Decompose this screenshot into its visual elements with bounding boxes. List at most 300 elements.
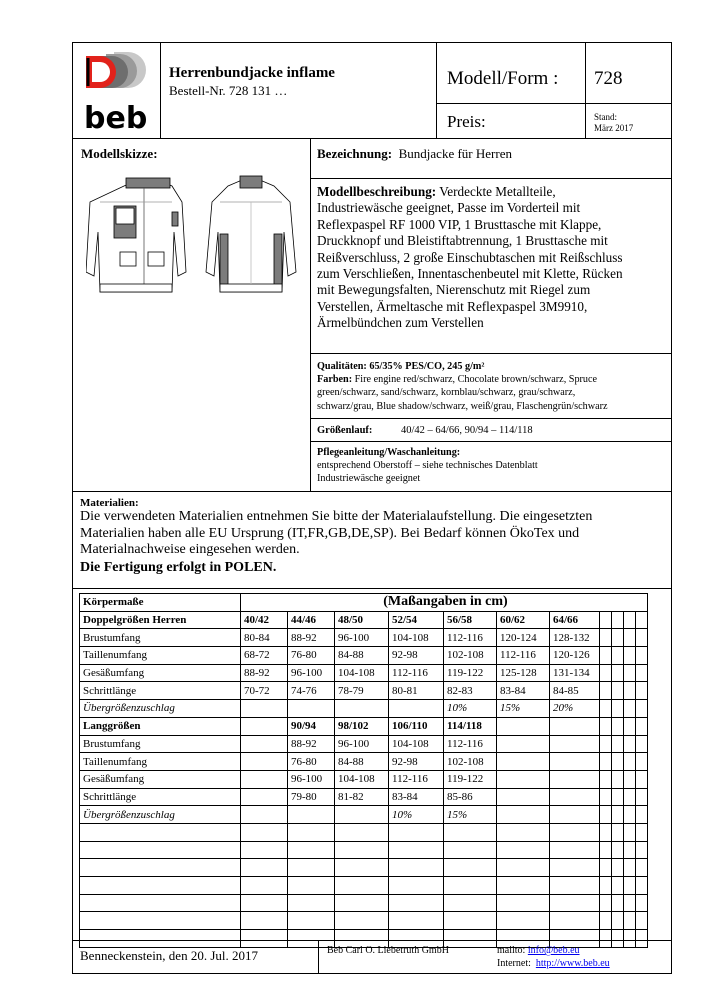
row-label: Brustumfang <box>80 735 241 753</box>
table-row <box>80 770 648 788</box>
table-cell <box>550 877 600 895</box>
care-line: Industriewäsche geeignet <box>317 473 421 484</box>
table-cell <box>497 753 550 771</box>
table-cell: 88-92 <box>241 664 288 682</box>
table-cell-empty <box>636 930 648 948</box>
table-cell <box>550 859 600 877</box>
table-cell-empty <box>600 912 612 930</box>
company-logo <box>80 48 156 132</box>
table-cell <box>335 823 389 841</box>
table-cell-empty <box>612 770 624 788</box>
description-line: Ärmelbündchen zum Verstellen <box>317 315 484 331</box>
table-cell: 96-100 <box>288 664 335 682</box>
designation <box>317 146 512 162</box>
table-cell <box>497 859 550 877</box>
stand-label: Stand: <box>594 112 618 122</box>
table-cell <box>288 894 335 912</box>
table-cell <box>335 894 389 912</box>
table-cell-empty <box>636 664 648 682</box>
table-cell: 80-81 <box>389 682 444 700</box>
table-cell <box>550 788 600 806</box>
divider <box>72 138 672 139</box>
table-cell: 112-116 <box>389 664 444 682</box>
table-cell <box>241 912 288 930</box>
size-run-label: Größenlauf: <box>317 425 373 436</box>
table-cell <box>389 841 444 859</box>
table-row <box>80 823 648 841</box>
mail-line <box>497 945 580 956</box>
table-cell <box>241 806 288 824</box>
table-cell-empty <box>624 912 636 930</box>
table-cell: 84-88 <box>335 753 389 771</box>
table-cell <box>335 806 389 824</box>
table-cell-empty <box>624 770 636 788</box>
row-label <box>80 930 241 948</box>
table-cell-empty <box>624 700 636 718</box>
description-line: Industriewäsche geeignet, Passe im Vorderteil mit <box>317 200 581 216</box>
table-cell <box>389 700 444 718</box>
row-label: Gesäßumfang <box>80 664 241 682</box>
table-cell <box>550 823 600 841</box>
table-cell: 10% <box>389 806 444 824</box>
table-cell <box>288 841 335 859</box>
table-cell-empty <box>612 700 624 718</box>
table-cell <box>550 735 600 753</box>
website-link[interactable]: http://www.beb.eu <box>535 958 610 969</box>
table-cell: 68-72 <box>241 647 288 665</box>
table-cell-empty <box>612 806 624 824</box>
divider <box>310 418 672 419</box>
table-cell <box>497 717 550 735</box>
table-cell-empty <box>600 700 612 718</box>
table-row <box>80 700 648 718</box>
table-cell-empty <box>600 930 612 948</box>
divider <box>310 138 311 491</box>
model-description <box>317 184 669 332</box>
table-cell-empty <box>600 611 612 629</box>
table-row <box>80 664 648 682</box>
table-row <box>80 611 648 629</box>
table-cell: 81-82 <box>335 788 389 806</box>
table-cell <box>550 753 600 771</box>
divider <box>436 103 672 104</box>
product-title: Herrenbundjacke inflame <box>169 65 335 81</box>
table-title-right: (Maßangaben in cm) <box>241 594 648 612</box>
description-line: Druckknopf und Bleistiftabtrennung, 1 Brusttasche mit <box>317 233 608 249</box>
table-cell: 119-122 <box>444 770 497 788</box>
table-cell-empty <box>636 735 648 753</box>
table-cell: 88-92 <box>288 629 335 647</box>
table-cell <box>335 877 389 895</box>
table-cell <box>550 717 600 735</box>
table-cell <box>497 806 550 824</box>
table-cell: 112-116 <box>444 629 497 647</box>
table-cell <box>288 823 335 841</box>
description-line: Verstellen, Ärmeltasche mit Reflexpaspel 3M9910, <box>317 298 588 314</box>
table-row <box>80 682 648 700</box>
table-cell-empty <box>636 841 648 859</box>
table-cell: 82-83 <box>444 682 497 700</box>
table-cell-empty <box>624 930 636 948</box>
table-cell <box>444 877 497 895</box>
table-cell-empty <box>624 877 636 895</box>
table-cell: 119-122 <box>444 664 497 682</box>
table-cell-empty <box>600 841 612 859</box>
divider <box>72 491 672 492</box>
table-cell-empty <box>636 611 648 629</box>
table-cell: 80-84 <box>241 629 288 647</box>
table-cell-empty <box>624 717 636 735</box>
table-cell-empty <box>612 894 624 912</box>
table-cell-empty <box>600 788 612 806</box>
production-note: Die Fertigung erfolgt in POLEN. <box>80 559 277 575</box>
designation-label: Bezeichnung: <box>317 146 393 161</box>
table-cell-empty <box>600 753 612 771</box>
table-cell-empty <box>612 859 624 877</box>
divider <box>585 42 586 138</box>
table-cell <box>444 930 497 948</box>
table-title-row <box>80 594 648 612</box>
table-cell-empty <box>624 682 636 700</box>
table-cell <box>550 841 600 859</box>
table-row <box>80 788 648 806</box>
table-cell <box>497 823 550 841</box>
table-cell <box>444 859 497 877</box>
jacket-sketch <box>86 172 306 307</box>
table-cell: 76-80 <box>288 753 335 771</box>
table-row <box>80 841 648 859</box>
table-cell-empty <box>624 859 636 877</box>
materials-line: Materialien haben alle EU Ursprung (IT,FR,GB,DE,SP). Bei Bedarf können ÖkoTex und <box>80 525 580 541</box>
table-cell <box>288 877 335 895</box>
internet-label: Internet: <box>497 958 531 969</box>
table-cell: 20% <box>550 700 600 718</box>
table-cell <box>335 700 389 718</box>
table-cell-empty <box>636 877 648 895</box>
table-cell-empty <box>612 611 624 629</box>
table-cell-empty <box>600 823 612 841</box>
table-cell-empty <box>600 735 612 753</box>
table-cell <box>241 735 288 753</box>
table-cell: 48/50 <box>335 611 389 629</box>
web-line <box>497 958 610 969</box>
price-label: Preis: <box>447 112 486 131</box>
table-cell: 102-108 <box>444 753 497 771</box>
company-name: Beb Carl O. Liebetruth GmbH <box>327 945 449 956</box>
description-label: Modellbeschreibung: <box>317 184 437 199</box>
table-cell-empty <box>636 700 648 718</box>
table-cell: 85-86 <box>444 788 497 806</box>
table-cell: 131-134 <box>550 664 600 682</box>
care-line: entsprechend Oberstoff – siehe technisches Datenblatt <box>317 460 538 471</box>
description-line: mit Bewegungsfalten, Nierenschutz mit Riegel zum <box>317 282 591 298</box>
email-link[interactable]: info@beb.eu <box>527 945 580 956</box>
divider <box>310 353 672 354</box>
table-cell: 56/58 <box>444 611 497 629</box>
table-row <box>80 629 648 647</box>
table-cell-empty <box>636 629 648 647</box>
table-cell: 15% <box>497 700 550 718</box>
table-cell-empty <box>636 717 648 735</box>
row-label: Langgrößen <box>80 717 241 735</box>
table-cell-empty <box>636 682 648 700</box>
table-cell <box>241 717 288 735</box>
order-number: Bestell-Nr. 728 131 … <box>169 83 288 98</box>
table-cell: 76-80 <box>288 647 335 665</box>
description-line: zum Verschließen, Innentaschenbeutel mit Klette, Rücken <box>317 266 623 282</box>
table-cell: 96-100 <box>335 629 389 647</box>
row-label: Taillenumfang <box>80 647 241 665</box>
table-cell: 79-80 <box>288 788 335 806</box>
row-label: Brustumfang <box>80 629 241 647</box>
table-cell <box>288 700 335 718</box>
table-cell-empty <box>612 841 624 859</box>
size-run-value: 40/42 – 64/66, 90/94 – 114/118 <box>401 425 533 436</box>
description-line: Verdeckte Metallteile, <box>439 184 556 199</box>
table-cell <box>288 806 335 824</box>
table-cell <box>550 894 600 912</box>
table-cell: 112-116 <box>389 770 444 788</box>
colors-line: Fire engine red/schwarz, Chocolate brown/schwarz, Spruce <box>354 374 598 386</box>
table-row <box>80 647 648 665</box>
table-cell-empty <box>600 877 612 895</box>
table-cell: 112-116 <box>497 647 550 665</box>
table-cell: 90/94 <box>288 717 335 735</box>
table-cell <box>497 841 550 859</box>
table-row <box>80 877 648 895</box>
mailto-label: mailto: <box>497 945 526 956</box>
table-cell: 83-84 <box>497 682 550 700</box>
table-cell <box>444 894 497 912</box>
description-line: Reflexpaspel RF 1000 VIP, 1 Brusttasche mit Klappe, <box>317 216 602 232</box>
table-cell: 104-108 <box>389 629 444 647</box>
table-cell-empty <box>600 717 612 735</box>
table-cell-empty <box>600 682 612 700</box>
row-label <box>80 859 241 877</box>
row-label <box>80 823 241 841</box>
table-cell <box>335 912 389 930</box>
table-row <box>80 912 648 930</box>
table-cell <box>241 823 288 841</box>
colors-label: Farben: <box>317 374 353 386</box>
divider <box>310 178 672 179</box>
table-row <box>80 717 648 735</box>
table-cell: 52/54 <box>389 611 444 629</box>
table-cell-empty <box>600 894 612 912</box>
table-cell: 44/46 <box>288 611 335 629</box>
table-cell <box>241 930 288 948</box>
table-cell-empty <box>636 859 648 877</box>
row-label: Übergrößenzuschlag <box>80 700 241 718</box>
table-cell-empty <box>636 823 648 841</box>
table-cell: 106/110 <box>389 717 444 735</box>
table-cell-empty <box>636 647 648 665</box>
table-title-left: Körpermaße <box>80 594 241 612</box>
sketch-label: Modellskizze: <box>81 146 158 161</box>
table-cell-empty <box>612 912 624 930</box>
row-label: Taillenumfang <box>80 753 241 771</box>
table-cell: 64/66 <box>550 611 600 629</box>
table-cell <box>288 912 335 930</box>
table-cell <box>389 912 444 930</box>
divider <box>160 42 161 138</box>
table-cell <box>241 788 288 806</box>
table-cell-empty <box>624 894 636 912</box>
table-cell-empty <box>600 806 612 824</box>
table-cell <box>389 823 444 841</box>
table-cell: 60/62 <box>497 611 550 629</box>
table-cell: 120-126 <box>550 647 600 665</box>
table-cell: 74-76 <box>288 682 335 700</box>
table-cell-empty <box>636 788 648 806</box>
table-cell-empty <box>636 770 648 788</box>
table-cell <box>288 859 335 877</box>
materials-label: Materialien: <box>80 497 139 509</box>
qualities-block <box>317 360 669 413</box>
table-cell <box>444 841 497 859</box>
table-cell: 104-108 <box>335 664 389 682</box>
table-row <box>80 806 648 824</box>
care-block <box>317 446 538 485</box>
table-cell: 70-72 <box>241 682 288 700</box>
table-cell-empty <box>624 753 636 771</box>
table-cell <box>241 753 288 771</box>
row-label <box>80 841 241 859</box>
row-label <box>80 894 241 912</box>
size-table <box>79 593 648 948</box>
table-cell: 15% <box>444 806 497 824</box>
table-cell-empty <box>612 823 624 841</box>
table-cell: 40/42 <box>241 611 288 629</box>
table-cell <box>444 912 497 930</box>
table-cell <box>389 877 444 895</box>
table-cell <box>241 770 288 788</box>
table-cell: 120-124 <box>497 629 550 647</box>
table-cell <box>335 841 389 859</box>
colors-line: schwarz/grau, Blue shadow/schwarz, weiß/grau, Flaschengrün/schwarz <box>317 400 608 412</box>
table-cell: 98/102 <box>335 717 389 735</box>
table-cell-empty <box>624 611 636 629</box>
row-label: Schrittlänge <box>80 788 241 806</box>
table-cell-empty <box>636 894 648 912</box>
table-cell: 92-98 <box>389 647 444 665</box>
row-label: Übergrößenzuschlag <box>80 806 241 824</box>
table-cell <box>241 894 288 912</box>
table-cell: 83-84 <box>389 788 444 806</box>
table-cell-empty <box>612 788 624 806</box>
table-cell-empty <box>636 912 648 930</box>
table-cell <box>550 912 600 930</box>
place-date: Benneckenstein, den 20. Jul. 2017 <box>80 948 258 963</box>
table-cell <box>389 894 444 912</box>
row-label <box>80 877 241 895</box>
table-cell-empty <box>624 735 636 753</box>
table-cell-empty <box>600 647 612 665</box>
table-cell-empty <box>600 664 612 682</box>
description-line: Reißverschluss, 2 große Einschubtaschen mit Reißschluss <box>317 249 623 265</box>
table-cell: 92-98 <box>389 753 444 771</box>
table-cell: 96-100 <box>335 735 389 753</box>
table-cell <box>241 877 288 895</box>
divider <box>72 588 672 589</box>
table-cell-empty <box>624 788 636 806</box>
table-cell-empty <box>624 647 636 665</box>
table-cell-empty <box>624 841 636 859</box>
table-cell <box>550 770 600 788</box>
row-label <box>80 912 241 930</box>
table-cell-empty <box>636 806 648 824</box>
table-row <box>80 894 648 912</box>
table-cell: 96-100 <box>288 770 335 788</box>
table-cell: 128-132 <box>550 629 600 647</box>
materials-line: Die verwendeten Materialien entnehmen Sie bitte der Materialaufstellung. Die eingesetzten <box>80 509 593 524</box>
table-cell: 102-108 <box>444 647 497 665</box>
table-cell-empty <box>612 717 624 735</box>
table-cell-empty <box>624 629 636 647</box>
table-cell <box>497 877 550 895</box>
table-cell: 78-79 <box>335 682 389 700</box>
table-cell: 104-108 <box>389 735 444 753</box>
table-cell: 84-85 <box>550 682 600 700</box>
materials-block <box>80 497 670 576</box>
table-cell <box>241 700 288 718</box>
row-label: Schrittlänge <box>80 682 241 700</box>
table-cell-empty <box>612 753 624 771</box>
table-cell <box>241 841 288 859</box>
table-cell-empty <box>600 629 612 647</box>
table-row <box>80 735 648 753</box>
table-row <box>80 859 648 877</box>
divider <box>310 441 672 442</box>
table-cell-empty <box>600 859 612 877</box>
table-cell-empty <box>612 682 624 700</box>
table-cell-empty <box>636 753 648 771</box>
table-cell: 88-92 <box>288 735 335 753</box>
stand-date: März 2017 <box>594 123 634 133</box>
table-cell: 104-108 <box>335 770 389 788</box>
divider <box>436 42 437 138</box>
table-cell-empty <box>612 877 624 895</box>
table-cell-empty <box>600 770 612 788</box>
quality-line: Qualitäten: 65/35% PES/CO, 245 g/m² <box>317 361 485 372</box>
table-cell <box>389 859 444 877</box>
row-label: Doppelgrößen Herren <box>80 611 241 629</box>
table-cell <box>550 806 600 824</box>
table-cell <box>497 770 550 788</box>
table-cell-empty <box>612 664 624 682</box>
table-cell <box>497 912 550 930</box>
table-cell-empty <box>612 735 624 753</box>
logo-text: beb <box>84 101 148 132</box>
table-row <box>80 753 648 771</box>
table-cell: 10% <box>444 700 497 718</box>
row-label: Gesäßumfang <box>80 770 241 788</box>
table-cell: 114/118 <box>444 717 497 735</box>
model-label: Modell/Form : <box>447 68 559 89</box>
table-cell-empty <box>624 664 636 682</box>
table-cell-empty <box>612 930 624 948</box>
table-cell <box>497 735 550 753</box>
care-label: Pflegeanleitung/Waschanleitung: <box>317 447 461 458</box>
table-cell <box>335 859 389 877</box>
table-cell <box>497 894 550 912</box>
table-cell <box>497 788 550 806</box>
table-cell: 84-88 <box>335 647 389 665</box>
colors-line: green/schwarz, sand/schwarz, kornblau/schwarz, grau/schwarz, <box>317 387 576 399</box>
table-cell-empty <box>612 647 624 665</box>
table-cell: 112-116 <box>444 735 497 753</box>
table-cell <box>241 859 288 877</box>
